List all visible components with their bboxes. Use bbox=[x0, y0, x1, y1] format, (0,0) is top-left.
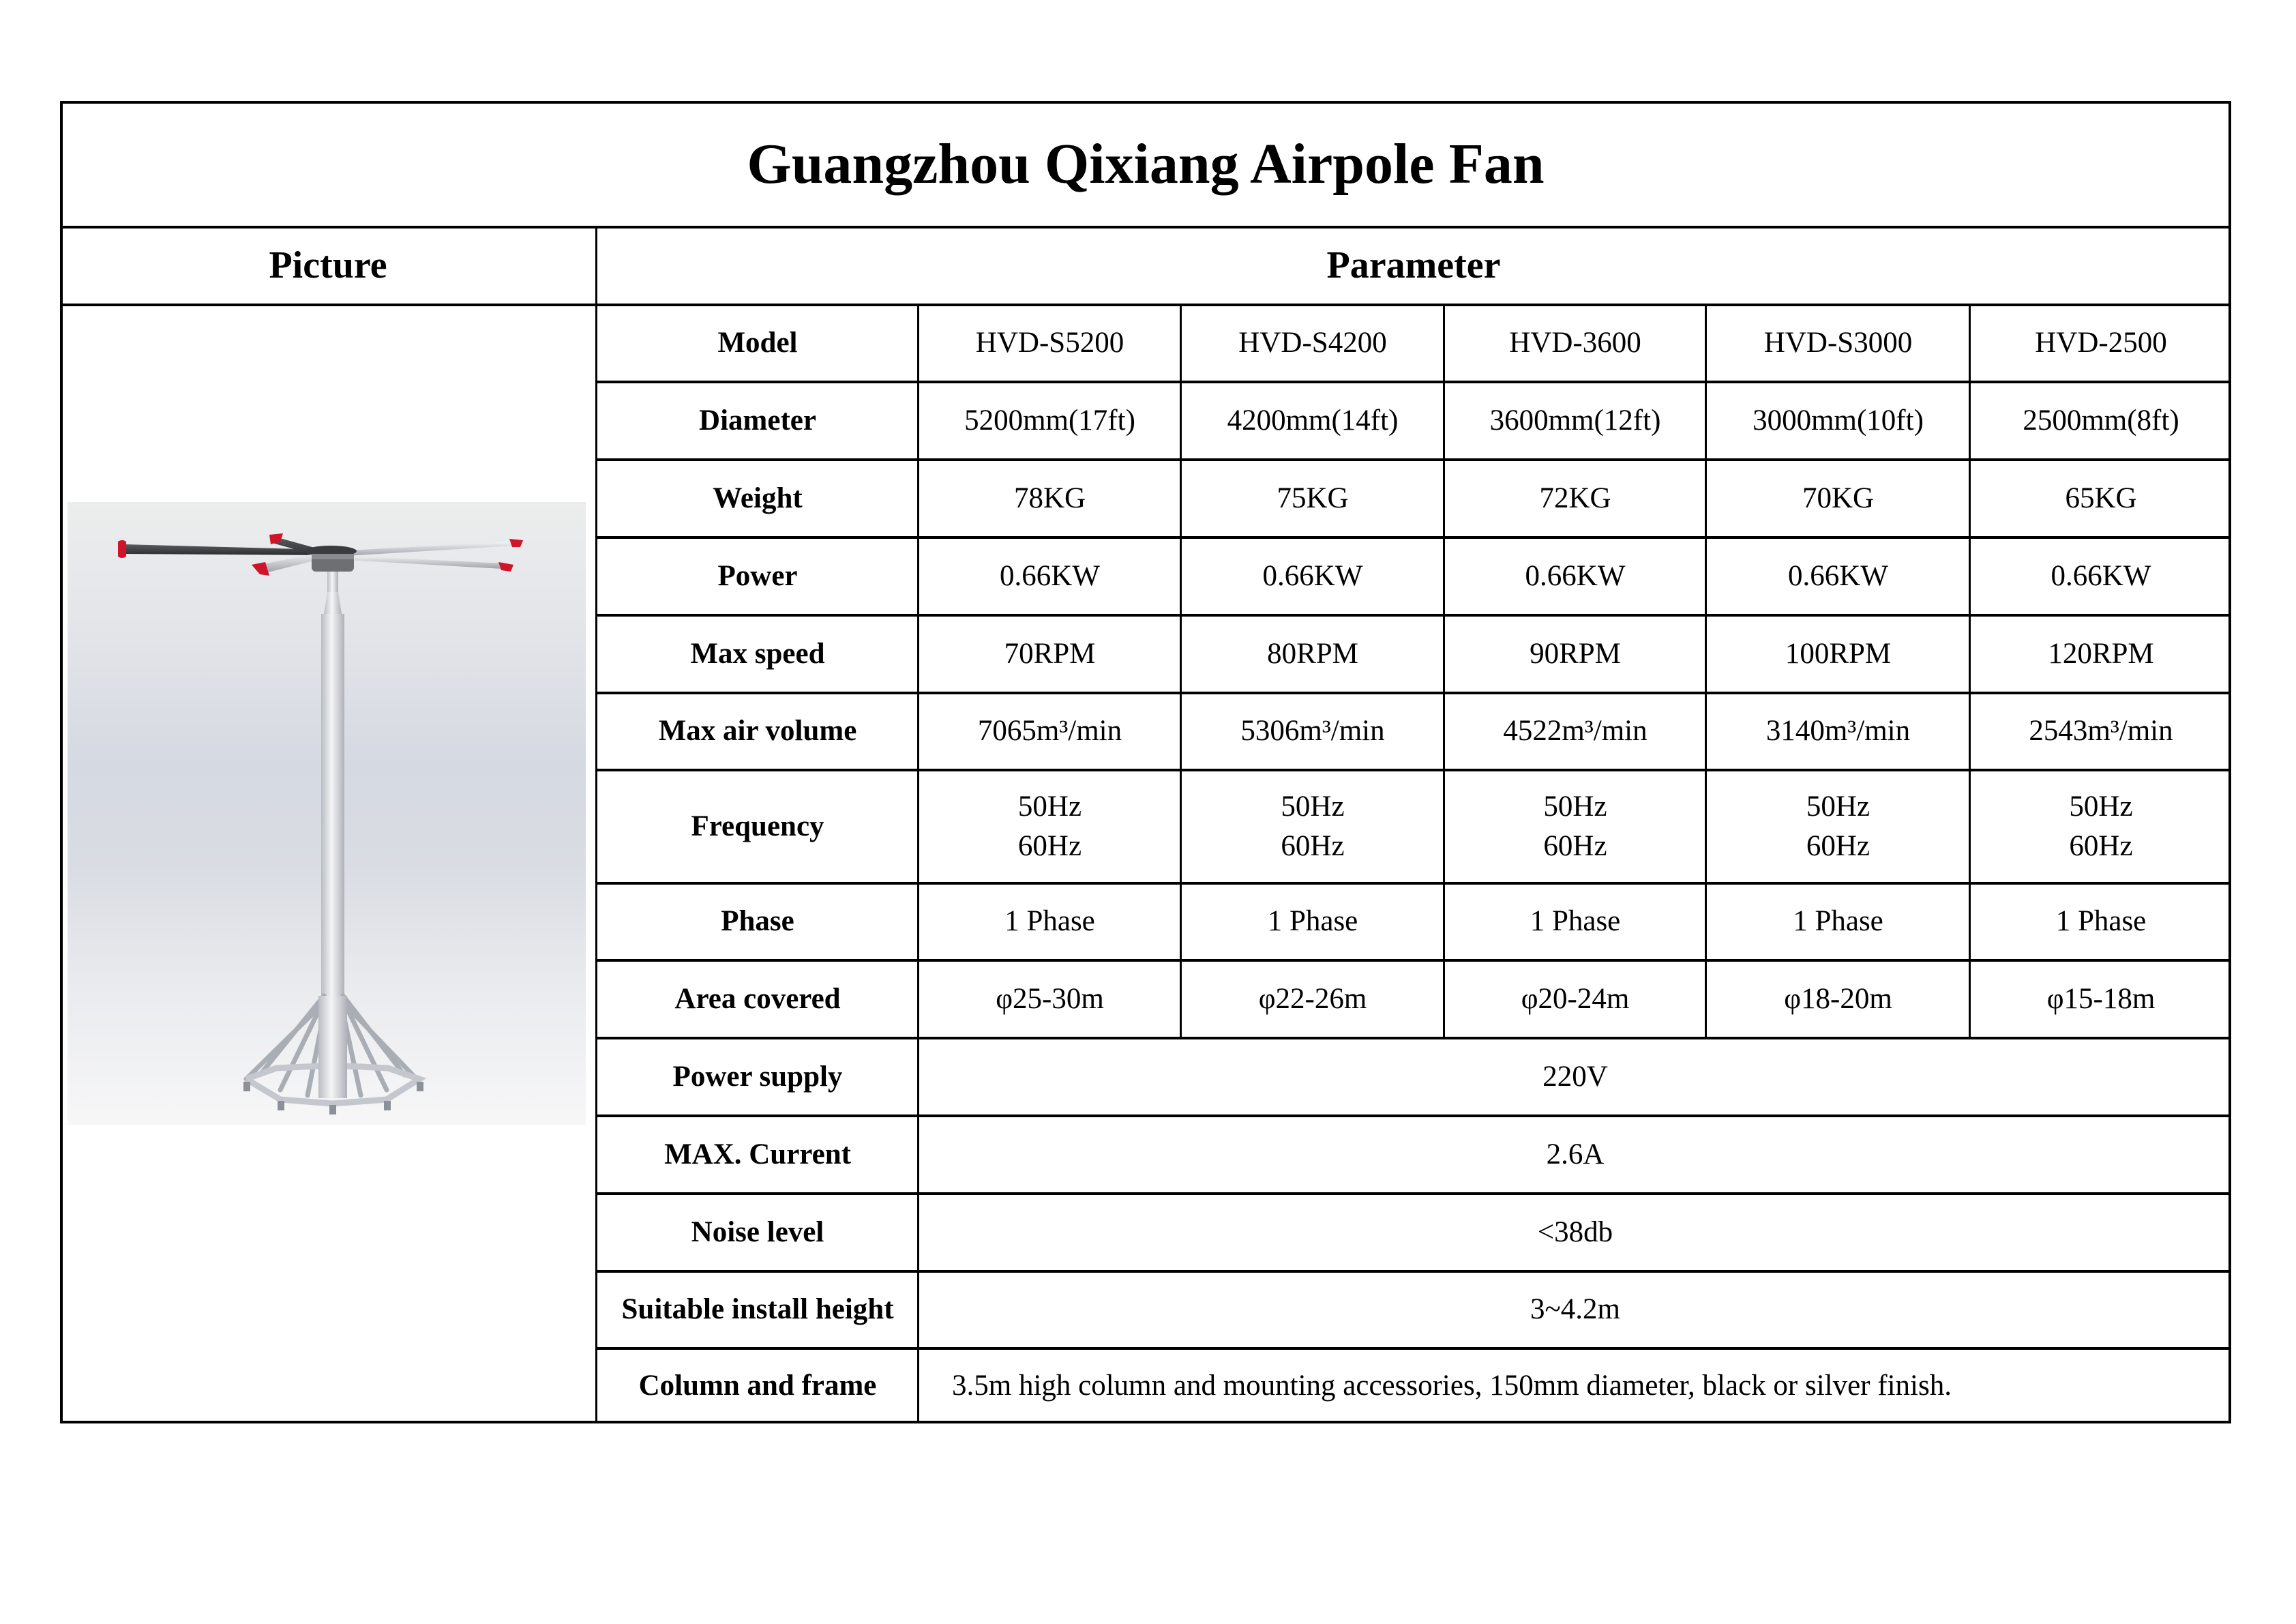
cell-max-speed-2: 90RPM bbox=[1530, 637, 1621, 670]
cell-phase-0: 1 Phase bbox=[1004, 905, 1095, 938]
row-label-weight: Weight bbox=[713, 482, 803, 514]
cell-weight-0: 78KG bbox=[1013, 482, 1086, 514]
row-label-max-current: MAX. Current bbox=[664, 1138, 851, 1170]
product-picture bbox=[68, 502, 586, 1125]
cell-frequency-0 bbox=[919, 770, 1180, 883]
frequency-line-1: 50Hz bbox=[1281, 790, 1345, 823]
cell-diameter-3: 3000mm(10ft) bbox=[1753, 404, 1924, 437]
fan-image bbox=[68, 502, 586, 1125]
cell-power-3: 0.66KW bbox=[1788, 559, 1888, 592]
cell-column-frame: 3.5m high column and mounting accessories, 150mm diameter, black or silver finish. bbox=[952, 1369, 1952, 1402]
cell-model-3: HVD-S3000 bbox=[1763, 327, 1913, 359]
cell-diameter-2: 3600mm(12ft) bbox=[1489, 404, 1661, 437]
frequency-line-1: 50Hz bbox=[2069, 790, 2133, 823]
cell-phase-2: 1 Phase bbox=[1530, 905, 1621, 938]
cell-install-height: 3~4.2m bbox=[1530, 1293, 1620, 1326]
cell-frequency-3 bbox=[1707, 770, 1969, 883]
frequency-line-2: 60Hz bbox=[2069, 830, 2133, 862]
row-label-phase: Phase bbox=[721, 905, 794, 938]
frequency-line-1: 50Hz bbox=[1017, 790, 1082, 823]
cell-model-2: HVD-3600 bbox=[1509, 327, 1641, 359]
cell-area-2: φ20-24m bbox=[1521, 982, 1630, 1015]
cell-frequency-1 bbox=[1182, 770, 1444, 883]
cell-max-speed-1: 80RPM bbox=[1267, 637, 1358, 670]
cell-weight-1: 75KG bbox=[1277, 482, 1349, 514]
row-label-power-supply: Power supply bbox=[672, 1060, 843, 1093]
cell-weight-4: 65KG bbox=[2065, 482, 2137, 514]
cell-phase-4: 1 Phase bbox=[2055, 905, 2147, 938]
cell-model-4: HVD-2500 bbox=[2035, 327, 2167, 359]
row-label-install-height: Suitable install height bbox=[621, 1293, 894, 1326]
cell-area-1: φ22-26m bbox=[1258, 982, 1367, 1015]
cell-air-volume-1: 5306m³/min bbox=[1240, 715, 1385, 748]
cell-weight-2: 72KG bbox=[1539, 482, 1611, 514]
cell-frequency-2 bbox=[1445, 770, 1705, 883]
frequency-line-2: 60Hz bbox=[1543, 830, 1607, 862]
cell-max-speed-0: 70RPM bbox=[1004, 637, 1096, 670]
cell-max-speed-3: 100RPM bbox=[1785, 637, 1892, 670]
cell-phase-1: 1 Phase bbox=[1267, 905, 1358, 938]
row-label-model: Model bbox=[717, 327, 798, 359]
cell-max-speed-4: 120RPM bbox=[2048, 637, 2154, 670]
cell-power-supply: 220V bbox=[1542, 1060, 1608, 1093]
cell-air-volume-3: 3140m³/min bbox=[1765, 715, 1911, 748]
row-label-max-speed: Max speed bbox=[690, 637, 825, 670]
row-label-frequency: Frequency bbox=[691, 810, 824, 842]
cell-noise-level: <38db bbox=[1537, 1215, 1613, 1248]
cell-model-1: HVD-S4200 bbox=[1238, 327, 1387, 359]
row-label-column-frame: Column and frame bbox=[638, 1369, 877, 1402]
row-label-noise-level: Noise level bbox=[691, 1215, 824, 1248]
cell-area-4: φ15-18m bbox=[2046, 982, 2156, 1015]
frequency-line-2: 60Hz bbox=[1017, 830, 1082, 862]
cell-power-2: 0.66KW bbox=[1525, 559, 1626, 592]
header-parameter: Parameter bbox=[1326, 244, 1501, 287]
cell-area-0: φ25-30m bbox=[996, 982, 1104, 1015]
cell-diameter-1: 4200mm(14ft) bbox=[1227, 404, 1399, 437]
cell-power-0: 0.66KW bbox=[1000, 559, 1100, 592]
cell-air-volume-2: 4522m³/min bbox=[1503, 715, 1648, 748]
cell-diameter-4: 2500mm(8ft) bbox=[2023, 404, 2179, 437]
frequency-line-1: 50Hz bbox=[1806, 790, 1870, 823]
header-picture: Picture bbox=[269, 244, 387, 287]
document-title: Guangzhou Qixiang Airpole Fan bbox=[747, 132, 1545, 196]
row-label-max-air-volume: Max air volume bbox=[658, 715, 857, 748]
row-label-diameter: Diameter bbox=[699, 404, 816, 437]
cell-diameter-0: 5200mm(17ft) bbox=[964, 404, 1135, 437]
cell-power-1: 0.66KW bbox=[1262, 559, 1363, 592]
row-label-area-covered: Area covered bbox=[674, 982, 841, 1015]
cell-phase-3: 1 Phase bbox=[1793, 905, 1883, 938]
cell-power-4: 0.66KW bbox=[2051, 559, 2151, 592]
frequency-line-2: 60Hz bbox=[1281, 830, 1345, 862]
cell-model-0: HVD-S5200 bbox=[975, 327, 1124, 359]
frequency-line-1: 50Hz bbox=[1543, 790, 1607, 823]
row-label-power: Power bbox=[717, 559, 798, 592]
cell-air-volume-4: 2543m³/min bbox=[2029, 715, 2173, 748]
frequency-line-2: 60Hz bbox=[1806, 830, 1870, 862]
cell-weight-3: 70KG bbox=[1802, 482, 1875, 514]
cell-area-3: φ18-20m bbox=[1784, 982, 1892, 1015]
cell-frequency-4 bbox=[1971, 770, 2231, 883]
cell-air-volume-0: 7065m³/min bbox=[977, 715, 1122, 748]
cell-max-current: 2.6A bbox=[1546, 1138, 1605, 1170]
